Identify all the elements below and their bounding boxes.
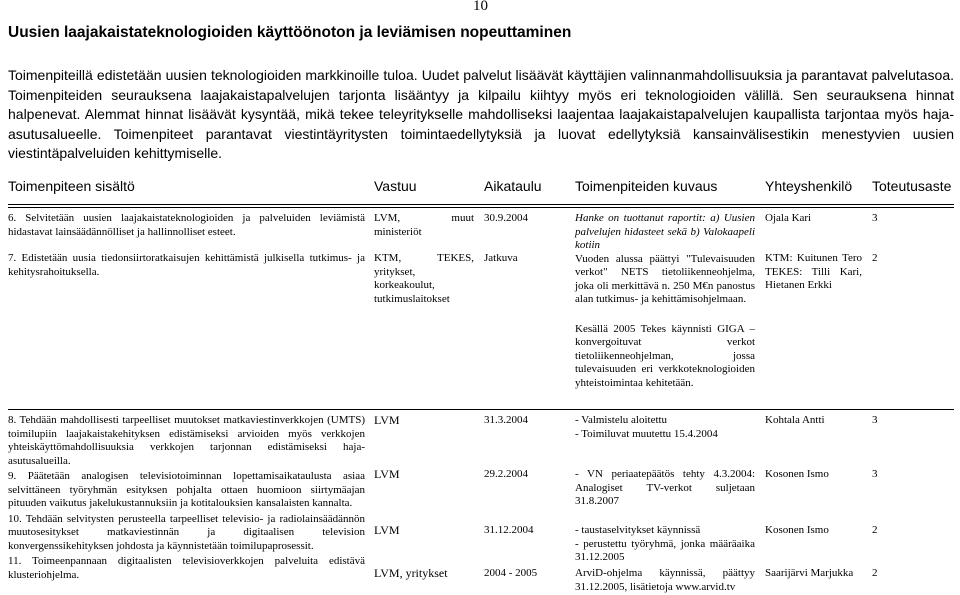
responsible-text: LVM, muut ministeriöt KTM, TEKES, yritykset, korkeakoulut, tutkimuslaitokset	[374, 212, 474, 305]
col-header-content: Toimenpiteen sisältö	[8, 178, 135, 194]
responsible-text: LVM	[374, 523, 400, 537]
schedule-text: 31.3.2004	[484, 414, 528, 426]
schedule-text: 31.12.2004	[484, 524, 534, 536]
contact-text: Kosonen Ismo	[765, 524, 829, 536]
status-value: 3	[872, 414, 878, 426]
description-text: - Valmistelu aloitettu - Toimiluvat muutettu 15.4.2004	[575, 414, 718, 440]
header-rule-top	[8, 204, 954, 205]
description-text: Hanke on tuottanut raportit: a) Uusien palvelujen hidasteet sekä b) Valokaapeli kotiin Vuoden alussa päättyi "Tulevaisuuden verkot" NETS tietoliikenneohjelma, joka oli merkittävä n. 250 M€n panostus alan tutkimus- ja kehittämisohjelmaan. Kesällä 2005 Tekes käynnisti GIGA – konvergoituvat verkot tietoliikenneohjelman, jossa tulevaisuuden eri verkkoteknologioiden yhteistoimintaa kehitetään.	[575, 212, 755, 389]
description-text: - taustaselvitykset käynnissä - perustettu työryhmä, jonka määräaika 31.12.2005	[575, 524, 755, 563]
col-header-responsible: Vastuu	[374, 178, 417, 194]
responsible-text: LVM	[374, 413, 400, 427]
status-value: 3	[872, 468, 878, 480]
table-row: 8. Tehdään mahdollisesti tarpeelliset muutokset matkaviestinverkkojen (UMTS) toimilupiin laajakaistakehityksen edistämiseksi arvioiden myös verkkojen yhteiskäyttömahdollisuuksia verkkojen tarjonnan edistämiseksi haja-asutusalueilla.	[8, 414, 365, 467]
header-rule-bottom	[8, 207, 954, 208]
col-header-status: Toteutusaste	[872, 178, 952, 194]
table-row: 11. Toimeenpannaan digitaalisten televisioverkkojen palveluita edistävä klusteriohjelma.	[8, 555, 365, 581]
block-separator-rule	[8, 409, 954, 410]
table-row: 9. Päätetään analogisen televisiotoiminnan lopettamisaikataulusta asiaa selvittäneen työryhmän esityksen pohjalta ottaen huomioon siirtymäajan pituuden vaikutus jakelukustannuksiin ja kotitalouksien kansalaisten kannalta.	[8, 470, 365, 509]
contact-text: Ojala Kari KTM: Kuitunen Tero TEKES: Tilli Kari, Hietanen Erkki	[765, 212, 862, 291]
col-header-description: Toimenpiteiden kuvaus	[575, 178, 718, 194]
page-number: 10	[473, 0, 488, 14]
status-value: 2	[872, 524, 878, 536]
intro-paragraph: Toimenpiteillä edistetään uusien teknologioiden markkinoille tuloa. Uudet palvelut lisäävät käyttäjien valinnanmahdollisuuksia ja parantavat palvelutasoa. Toimenpiteiden seurauksena laajakaistapalvelujen tarjonta lisääntyy ja kilpailu kiihtyy myös eri teknologioiden välillä. Sen seurauksena hinnat halpenevat. Alemmat hinnat lisäävät kysyntää, mikä tekee teleyritykselle mahdolliseksi laajentaa laajakaistapalvelujen kaupallista tarjontaa myös haja-asutusalueelle. Toimenpiteet parantavat viestintäyritysten toimintaedellytyksiä ja luovat edellytyksiä kansainvälisestikin menestyvien uusien viestintäpalveluiden kehittymiselle.	[8, 67, 954, 162]
contact-text: Kohtala Antti	[765, 414, 825, 426]
responsible-text: LVM, yritykset	[374, 566, 448, 580]
description-text: ArviD-ohjelma käynnissä, päättyy 31.12.2005, lisätietoja www.arvid.tv	[575, 567, 755, 593]
contact-text: Kosonen Ismo	[765, 468, 829, 480]
description-text: - VN periaatepäätös tehty 4.3.2004: Analogiset TV-verkot suljetaan 31.8.2007	[575, 468, 755, 507]
responsible-text: LVM	[374, 467, 400, 481]
section-heading: Uusien laajakaistateknologioiden käyttöönoton ja leviämisen nopeuttaminen	[8, 24, 572, 41]
col-header-schedule: Aikataulu	[484, 178, 542, 194]
table-row: 10. Tehdään selvitysten perusteella tarpeelliset televisio- ja radiolainsäädännön muutosesitykset matkaviestinnän ja digitaalisen television konvergenssikehityksen johdosta ja käynnistetään toimilupaprosessit.	[8, 512, 365, 552]
status-value: 3 2	[872, 212, 878, 264]
schedule-text: 29.2.2004	[484, 468, 528, 480]
measure-column	[8, 414, 365, 582]
status-value: 2	[872, 567, 878, 579]
measure-text: 6. Selvitetään uusien laajakaistateknologioiden ja palveluiden leviämistä hidastavat lainsäädännölliset ja hallinnolliset esteet. 7. Edistetään uusia tiedonsiirtoratkaisujen kehittämistä julkisella tutkimus- ja kehitysrahoituksella.	[8, 212, 365, 278]
schedule-text: 30.9.2004 Jatkuva	[484, 212, 528, 264]
col-header-contact: Yhteyshenkilö	[765, 178, 853, 194]
contact-text: Saarijärvi Marjukka	[765, 567, 854, 579]
schedule-text: 2004 - 2005	[484, 567, 538, 579]
